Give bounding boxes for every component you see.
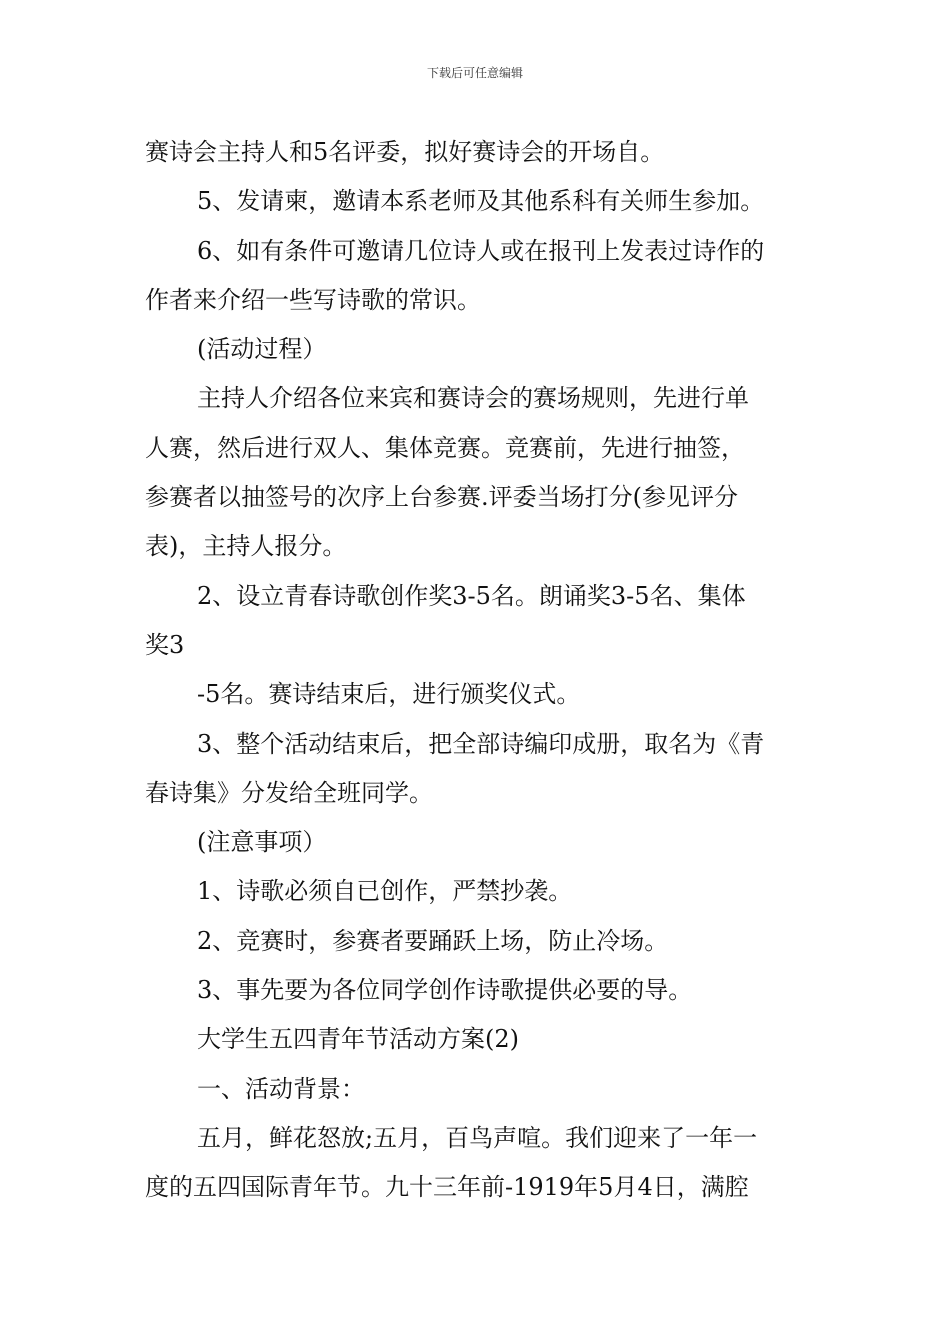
text-line: 3、事先要为各位同学创作诗歌提供必要的导。 [197, 976, 693, 1005]
text-line: 作者来介绍一些写诗歌的常识。 [145, 285, 481, 314]
text-line: 人赛，然后进行双人、集体竞赛。竞赛前，先进行抽签， [145, 433, 745, 462]
section-heading: (活动过程） [197, 335, 327, 364]
section-heading: 一、活动背景： [197, 1074, 365, 1103]
text-line: 奖3 [145, 630, 185, 659]
text-line: 春诗集》分发给全班同学。 [145, 778, 433, 807]
document-title: 大学生五四青年节活动方案(2) [197, 1025, 519, 1054]
text-line: 参赛者以抽签号的次序上台参赛.评委当场打分(参见评分 [145, 483, 738, 512]
text-line: 赛诗会主持人和5名评委，拟好赛诗会的开场自。 [145, 138, 665, 166]
text-line: 6、如有条件可邀请几位诗人或在报刊上发表过诗作的 [197, 236, 765, 265]
text-line: -5名。赛诗结束后，进行颁奖仪式。 [197, 680, 581, 709]
text-line: 2、设立青春诗歌创作奖3-5名。朗诵奖3-5名、集体 [197, 581, 746, 610]
text-line: 五月，鲜花怒放;五月，百鸟声喧。我们迎来了一年一 [197, 1123, 758, 1152]
page-header: 下载后可任意编辑 [426, 66, 523, 80]
text-line: 度的五四国际青年节。九十三年前-1919年5月4日，满腔 [145, 1173, 749, 1202]
text-line: 1、诗歌必须自已创作，严禁抄袭。 [197, 877, 573, 906]
text-line: 5、发请柬，邀请本系老师及其他系科有关师生参加。 [197, 187, 765, 216]
text-line: 表)，主持人报分。 [145, 532, 347, 561]
section-heading: (注意事项） [197, 828, 327, 857]
text-line: 主持人介绍各位来宾和赛诗会的赛场规则，先进行单 [197, 384, 749, 413]
text-line: 3、整个活动结束后，把全部诗编印成册，取名为《青 [197, 729, 765, 758]
document-body [145, 128, 810, 1213]
text-line: 2、竞赛时，参赛者要踊跃上场，防止冷场。 [197, 926, 669, 955]
